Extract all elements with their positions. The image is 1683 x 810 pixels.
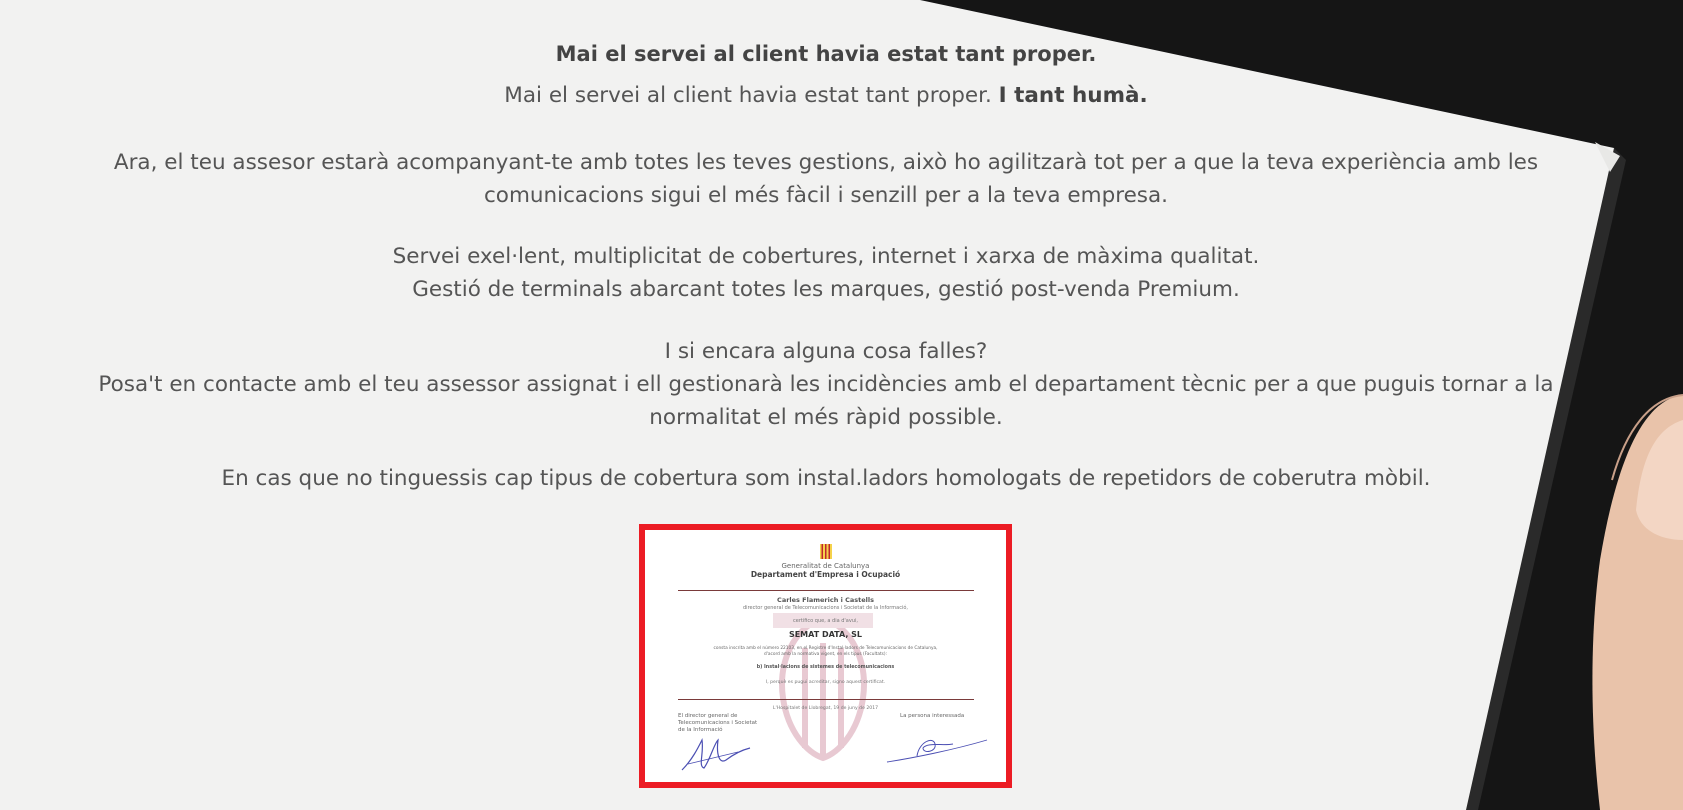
- intro-text: Mai el servei al client havia estat tant proper.: [504, 83, 992, 108]
- intro-line: [0, 83, 1652, 108]
- paragraph-line: Posa't en contacte amb el teu assessor assignat i ell gestionarà les incidències amb el departament tècnic per a que puguis tornar a la: [98, 372, 1554, 397]
- signature-left: [678, 730, 758, 775]
- cert-registry-line: d'acord amb la normativa vigent, en els tipus (Facultats):: [763, 652, 888, 657]
- cert-divider: [678, 590, 974, 591]
- cert-issuer: Generalitat de Catalunya: [781, 562, 870, 570]
- cert-place-date: L'Hospitalet de Llobregat, 19 de juny de 2017: [772, 706, 879, 711]
- signature-right: [883, 728, 993, 768]
- page-heading: Mai el servei al client havia estat tant proper.: [555, 42, 1097, 66]
- paragraph-line: Servei exel·lent, multiplicitat de cobertures, internet i xarxa de màxima qualitat.: [392, 244, 1260, 269]
- cert-company: SEMAT DATA, SL: [788, 630, 863, 639]
- cert-signatory: Carles Flamerich i Castells: [777, 596, 874, 604]
- cert-left-sign-label: El director general de Telecomunicacions i Societat de la Informació: [678, 713, 758, 733]
- cert-type: b) Instal·lacions de sistemes de telecomunicacions: [756, 665, 895, 670]
- intro-bold-text: I tant humà.: [998, 83, 1148, 108]
- cert-signatory-role: director general de Telecomunicacions i Societat de la Informació,: [743, 605, 908, 611]
- paragraph-line: normalitat el més ràpid possible.: [649, 405, 1003, 430]
- paragraph-line: Gestió de terminals abarcant totes les marques, gestió post-venda Premium.: [412, 277, 1240, 302]
- certificate-image: [639, 524, 1012, 788]
- cert-registry-line: consta inscrita amb el número 22103, en el Registre d'Instal·ladors de Telecomunicacions de Catalunya,: [713, 646, 938, 651]
- catalonia-flag-icon: [820, 544, 832, 559]
- cert-divider: [678, 699, 974, 700]
- paragraph-line: I si encara alguna cosa falles?: [664, 339, 988, 364]
- paragraph-line: Ara, el teu assesor estarà acompanyant-te amb totes les teves gestions, això ho agilitzarà tot per a que la teva experiència amb les: [113, 150, 1539, 175]
- paragraph-line: En cas que no tinguessis cap tipus de cobertura som instal.ladors homologats de repetidors de coberutra mòbil.: [221, 466, 1431, 491]
- paragraph-line: comunicacions sigui el més fàcil i senzill per a la teva empresa.: [483, 183, 1169, 208]
- cert-closing: I, perquè es pugui acreditar, signo aquest certificat.: [765, 680, 886, 685]
- cert-department: Departament d'Empresa i Ocupació: [750, 570, 901, 579]
- cert-certifies: certifico que, a dia d'avui,: [793, 618, 858, 624]
- cert-right-sign-label: La persona interessada: [900, 713, 965, 719]
